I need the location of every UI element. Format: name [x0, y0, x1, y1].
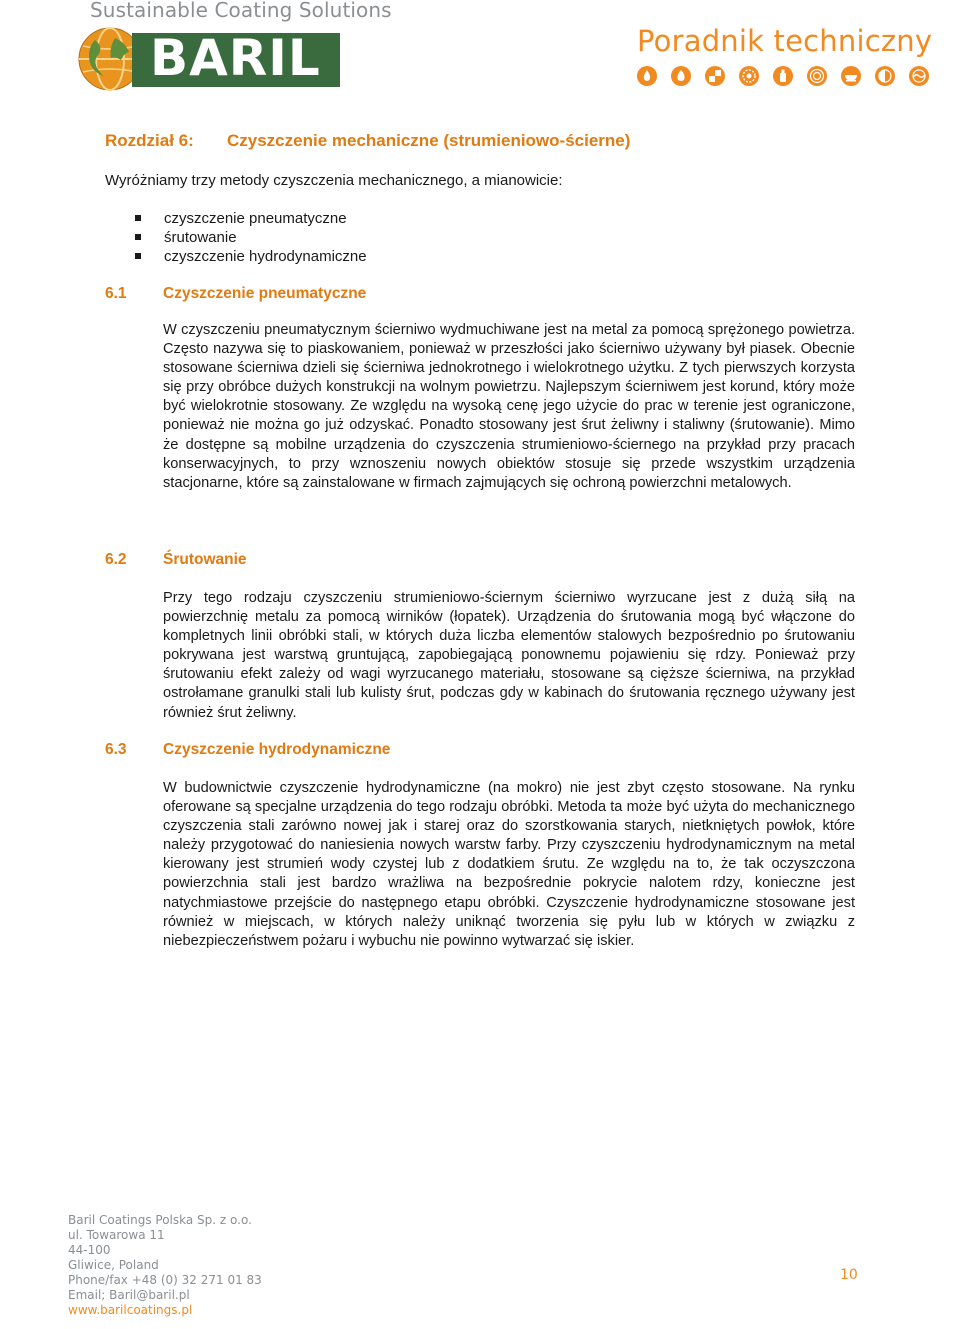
- section-number: 6.2: [105, 551, 127, 568]
- checker-icon: [705, 66, 725, 86]
- footer-phone: Phone/fax +48 (0) 32 271 01 83: [68, 1273, 262, 1287]
- footer-company: Baril Coatings Polska Sp. z o.o.: [68, 1213, 252, 1227]
- section-title: Czyszczenie hydrodynamiczne: [163, 741, 391, 758]
- chapter-title: Czyszczenie mechaniczne (strumieniowo-ścierne): [227, 131, 631, 150]
- tagline: Sustainable Coating Solutions: [90, 0, 392, 22]
- list-item: czyszczenie pneumatyczne: [135, 209, 367, 228]
- footer-email: Email; Baril@baril.pl: [68, 1288, 190, 1302]
- section-number: 6.3: [105, 741, 127, 758]
- footer-city: Gliwice, Poland: [68, 1258, 159, 1272]
- chapter-number: Rozdział 6:: [105, 131, 194, 150]
- section-title: Śrutowanie: [163, 551, 247, 568]
- section-heading-6-1: [105, 285, 366, 303]
- section-text-6-1: W czyszczeniu pneumatycznym ścierniwo wydmuchiwane jest na metal za pomocą sprężonego powietrza. Często nazywa się to piaskowaniem, ponieważ w przeszłości jako ścierniwo używany był piasek. Obecnie stosowane ścierniwa dzieli się ścierniwa jednokrotnego i wielokrotnego użytku. Z tych pierwszych korzysta się przy obróbce dużych konstrukcji na wolnym powietrzu. Najlepszym ścierniwem jest korund, który może być wielokrotnie stosowany. Ze względu na wysoką cenę jego użycie do prac w terenie jest ograniczone, ponieważ nie można go już odzyskać. Ponadto stosowany jest śrut żeliwny i staliwny (śrutowanie). Mimo że dostępne są mobilne urządzenia do czyszczenia strumieniowo-ściernego na przykład przy pracach konserwacyjnych, to przy wznoszeniu nowych obiektów stosuje się przede wszystkim urządzenia stacjonarne, które są zainstalowane w firmach zajmujących się ochroną powierzchni metalowych.: [163, 322, 855, 491]
- header-icon-row: [637, 66, 929, 86]
- footer-website-link[interactable]: www.barilcoatings.pl: [68, 1303, 193, 1317]
- method-list: [135, 209, 367, 266]
- target-icon: [807, 66, 827, 86]
- list-item: śrutowanie: [135, 228, 367, 247]
- section-heading-6-2: [105, 551, 247, 569]
- wave-icon: [909, 66, 929, 86]
- footer-postcode: 44-100: [68, 1243, 111, 1257]
- section-heading-6-3: [105, 741, 390, 759]
- sun-icon: [739, 66, 759, 86]
- section-title: Czyszczenie pneumatyczne: [163, 285, 367, 302]
- drop-icon: [637, 66, 657, 86]
- list-item: czyszczenie hydrodynamiczne: [135, 247, 367, 266]
- bowl-icon: [841, 66, 861, 86]
- section-text-6-3: W budownictwie czyszczenie hydrodynamiczne (na mokro) nie jest zbyt często stosowane. Na rynku oferowane są specjalne urządzenia do tego rodzaju obróbki. Metoda ta może być użyta do mechanicznego czyszczenia stali zarówno nowej jak i starej oraz do szorstkowania starych, nietkniętych powłok, które należy przygotować do naniesienia nowych warstw farby. Przy czyszczeniu hydrodynamicznym na metal kierowany jest strumień wody czystej lub z dodatkiem śrutu. Ze względu na to, że tak oczyszczona powierzchnia stali jest bardzo wrażliwa na bezpośrednie pokrycie nalotem rdzy, konieczne jest natychmiastowe przejście do następnego etapu obróbki. Czyszczenie hydrodynamiczne stosowane jest również w miejscach, w których należy uniknąć tworzenia się pyłu lub w których w związku z niebezpieczeństwem pożaru i wybuchu nie powinno wytwarzać się iskier.: [163, 780, 855, 949]
- intro-text: Wyróżniamy trzy metody czyszczenia mechanicznego, a mianowicie:: [105, 172, 563, 189]
- footer-address: [68, 1213, 262, 1318]
- chapter-heading: [105, 131, 630, 151]
- half-circle-icon: [875, 66, 895, 86]
- section-number: 6.1: [105, 285, 127, 302]
- section-text-6-2: Przy tego rodzaju czyszczeniu strumieniowo-ściernym ścierniwo wyrzucane jest z dużą siłą na powierzchnię metalu za pomocą wirników (łopatek). Urządzenia do śrutowania mogą być włączone do kompletnych linii obróbki stali, w których duża liczba elementów stalowych bezpośrednio po śrutowaniu pokrywana jest warstwą gruntującą, zapobiegającą ponownemu pojawieniu się rdzy. Ponieważ przy śrutowaniu efekt zależy od wagi wyrzucanego materiału, stosowane są cięższe ścierniwa, na przykład ostrołamane granulki stali lub kulisty śrut, podczas gdy w kabinach do śrutowania ręcznego używany jest również śrut żeliwny.: [163, 590, 855, 721]
- footer-street: ul. Towarowa 11: [68, 1228, 165, 1242]
- flame-icon: [671, 66, 691, 86]
- guide-title: Poradnik techniczny: [637, 24, 933, 58]
- bottle-icon: [773, 66, 793, 86]
- logo-text: BARIL: [150, 29, 321, 87]
- page-number: 10: [840, 1267, 858, 1283]
